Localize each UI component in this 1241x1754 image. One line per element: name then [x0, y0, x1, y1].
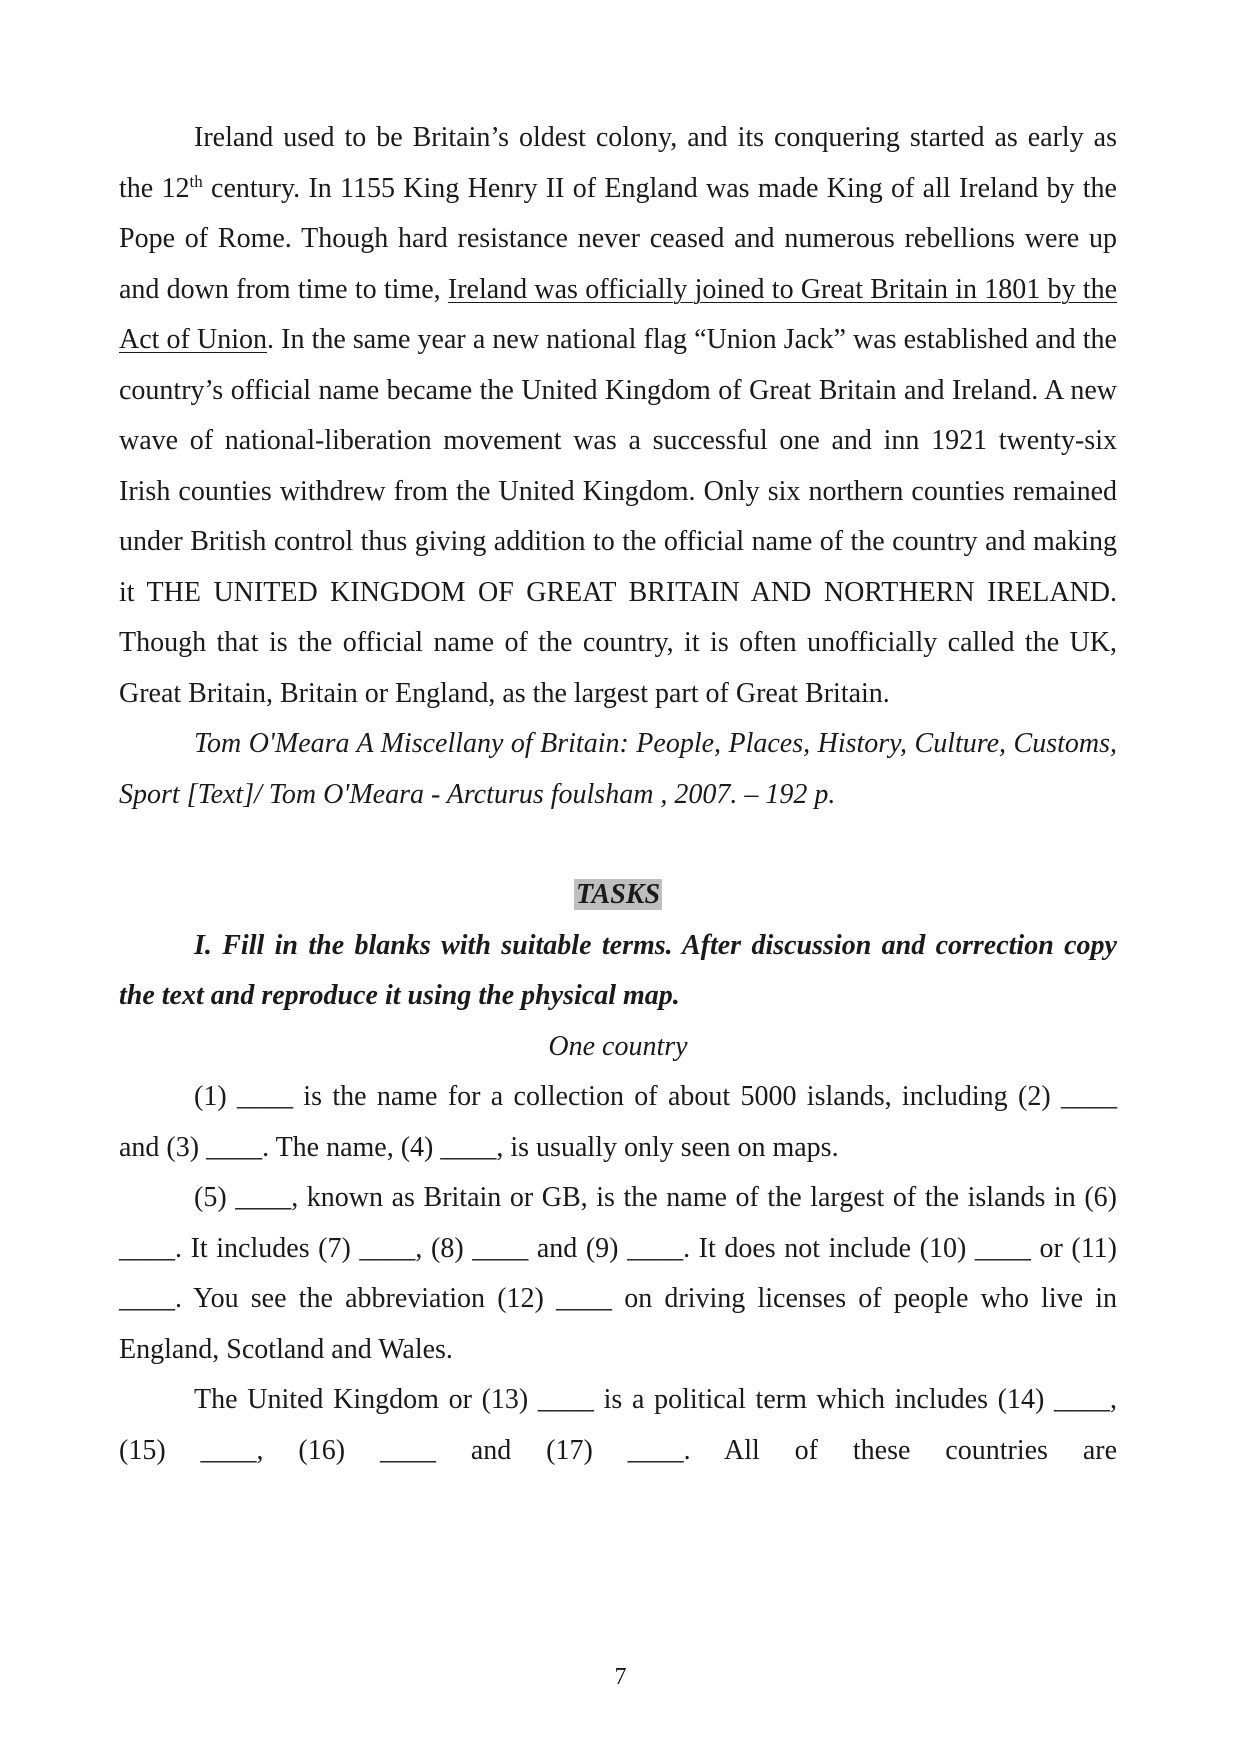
page-content [119, 113, 1117, 1476]
tasks-heading [119, 870, 1117, 921]
text-title: One country [548, 1030, 688, 1062]
history-text-middle: century. In 1155 King Henry II of England was made King of all Ireland by the Pope of Rome. Though hard resistance never ceased and numerous rebellions were up and down from time to time, [119, 172, 1117, 305]
underlined-act-of-union: Ireland was officially joined to Great Britain in 1801 by the Act of Union [119, 273, 1117, 355]
spacer [119, 820, 1117, 870]
history-text-start: Ireland used to be Britain’s oldest colony, and its conquering started as early as the 12 [119, 122, 1117, 204]
ordinal-suffix: th [189, 171, 203, 191]
history-paragraph [119, 113, 1117, 719]
page-number: 7 [614, 1664, 627, 1690]
tasks-heading-label: TASKS [575, 879, 661, 910]
history-text-end: . In the same year a new national flag “Union Jack” was established and the country’s official name became the United Kingdom of Great Britain and Ireland. A new wave of national-liberation movement was a successful one and inn 1921 twenty-six Irish counties withdrew from the United Kingdom. Only six northern counties remained under British control thus giving addition to the official name of the country and making it THE UNITED KINGDOM OF GREAT BRITAIN AND NORTHERN IRELAND. Though that is the official name of the country, it is often unofficially called the UK, Great Britain, Britain or England, as the largest part of Great Britain. [119, 324, 1117, 709]
task-paragraph-3: The United Kingdom or (13) ____ is a political term which includes (14) ____, (15) ____, (16) ____ and (17) ____. All of these countries are [119, 1384, 1117, 1466]
citation: Tom O'Meara A Miscellany of Britain: People, Places, History, Culture, Customs, Sport [Text]/ Tom O'Meara - Arcturus foulsham , 2007. – 192 p. [119, 728, 1117, 810]
task-instruction: I. Fill in the blanks with suitable terms. After discussion and correction copy the text and reproduce it using the physical map. [119, 929, 1117, 1011]
task-paragraph-2: (5) ____, known as Britain or GB, is the name of the largest of the islands in (6) ____. It includes (7) ____, (8) ____ and (9) ____. It does not include (10) ____ or (11) ____. You see the abbreviation (12) ____ on driving licenses of people who live in England, Scotland and Wales. [119, 1182, 1117, 1365]
task-paragraph-1: (1) ____ is the name for a collection of about 5000 islands, including (2) ____ and (3) ____. The name, (4) ____, is usually only seen on maps. [119, 1081, 1117, 1163]
